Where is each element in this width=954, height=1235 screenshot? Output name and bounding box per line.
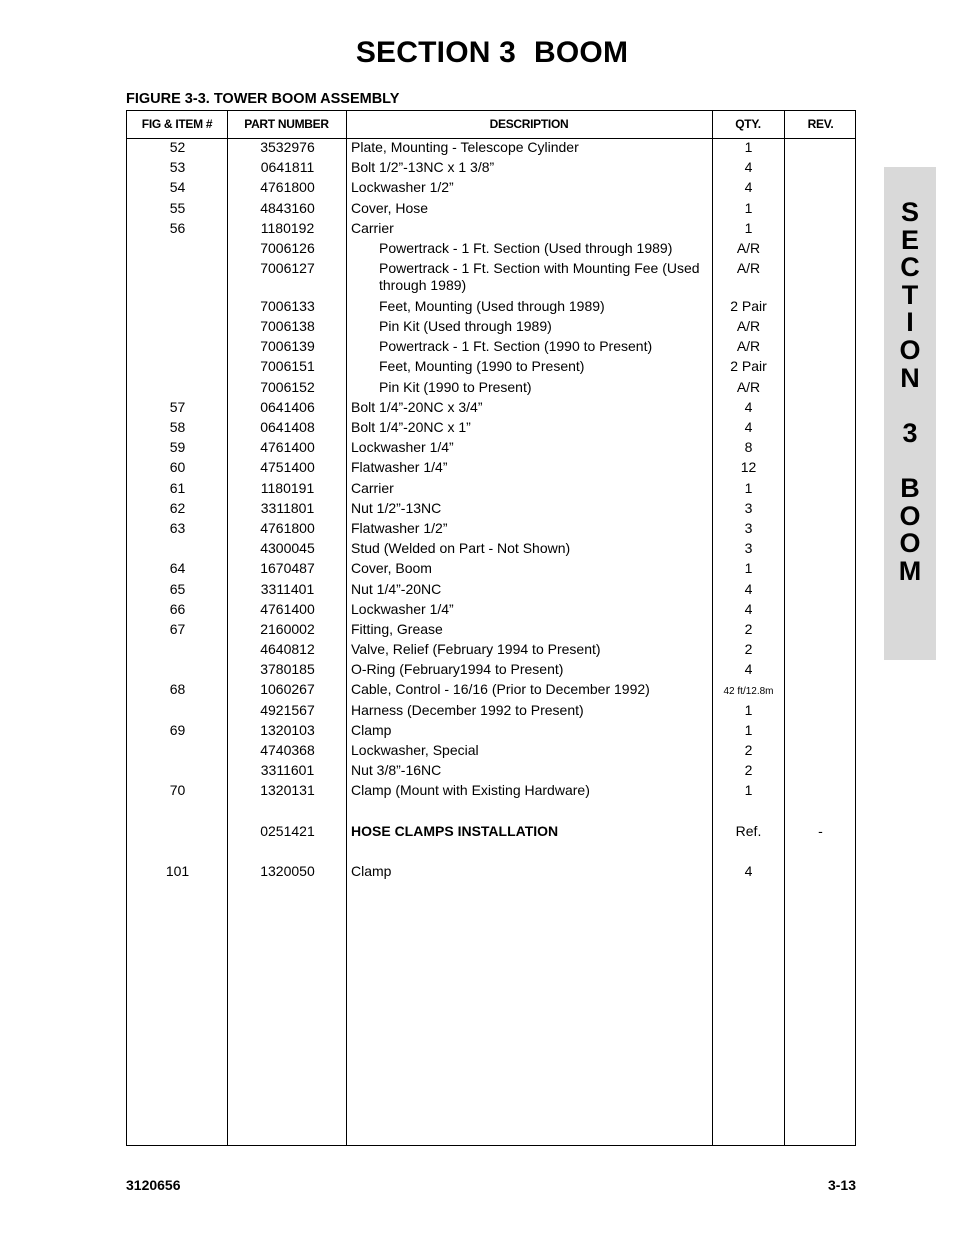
description: Bolt 1/2”-13NC x 1 3/8” [351,159,495,176]
revision [784,357,857,358]
table-spacer-row [127,802,855,822]
side-tab-letter: O [899,334,921,365]
part-number: 0251421 [260,822,315,839]
revision [784,761,857,762]
table-row [127,438,855,458]
table-row [127,357,855,377]
quantity: 1 [744,479,753,496]
description: Powertrack - 1 Ft. Section with Mounting Fee (Used through 1989) [379,260,700,294]
quantity: 8 [744,439,753,456]
fig-item-number: 68 [169,681,186,698]
revision [784,398,857,399]
description: Feet, Mounting (1990 to Present) [379,358,585,375]
fig-item-number: 62 [169,499,186,516]
table-row [127,479,855,499]
quantity: 3 [744,499,753,516]
description: Bolt 1/4”-20NC x 1” [351,419,471,436]
table-row [127,680,855,700]
revision [784,378,857,379]
table-row [127,178,855,198]
revision [784,660,857,661]
part-number: 4640812 [260,641,315,658]
table-row [127,519,855,539]
part-number: 4740368 [260,742,315,759]
part-number: 4761400 [260,439,315,456]
fig-item-number: 69 [169,721,186,738]
table-row [127,199,855,219]
part-number: 4843160 [260,199,315,216]
quantity: 4 [744,580,753,597]
quantity: 4 [744,863,753,880]
description: Fitting, Grease [351,620,443,637]
table-row [127,398,855,418]
fig-item-number: 67 [169,620,186,637]
side-tab-letter: O [899,500,921,531]
table-row [127,580,855,600]
fig-item-number [127,741,228,742]
quantity: 1 [744,701,753,718]
part-number: 4761400 [260,600,315,617]
quantity: 4 [744,661,753,678]
table-row [127,378,855,398]
fig-item-number: 60 [169,459,186,476]
description: Flatwasher 1/2” [351,519,448,536]
revision [784,580,857,581]
quantity: A/R [736,338,761,355]
page-title [0,36,954,70]
revision [784,219,857,220]
fig-item-number: 53 [169,159,186,176]
fig-item-number: 63 [169,519,186,536]
fig-item-number [127,640,228,641]
description: Powertrack - 1 Ft. Section (1990 to Present) [379,338,653,355]
fig-item-number [127,259,228,260]
description: Nut 3/8”-16NC [351,762,442,779]
description: Lockwasher 1/4” [351,439,454,456]
quantity: 2 [744,762,753,779]
revision [784,259,857,260]
revision [784,158,857,159]
part-number: 4300045 [260,540,315,557]
description: Plate, Mounting - Telescope Cylinder [351,139,579,155]
description: Clamp [351,863,392,880]
fig-item-number: 66 [169,600,186,617]
quantity: 42 ft/12.8m [723,686,774,698]
fig-item-number: 56 [169,219,186,236]
table-row [127,219,855,239]
side-tab-letter: 3 [902,417,918,448]
table-row [127,559,855,579]
section-label: SECTION 3 [355,36,517,69]
revision [784,199,857,200]
description: Nut 1/2”-13NC [351,499,442,516]
part-number: 3780185 [260,661,315,678]
description: Valve, Relief (February 1994 to Present) [351,641,601,658]
description: Pin Kit (Used through 1989) [379,318,552,335]
description: Clamp [351,721,392,738]
side-tab-letter [884,392,936,420]
footer-doc-number: 3120656 [126,1177,181,1193]
quantity: 4 [744,159,753,176]
part-number: 4921567 [260,701,315,718]
part-number: 0641811 [260,159,315,176]
part-number: 3311401 [260,580,315,597]
quantity: 3 [744,540,753,557]
description: HOSE CLAMPS INSTALLATION [351,822,559,839]
revision [784,337,857,338]
revision [784,620,857,621]
part-number: 7006126 [260,239,315,256]
description: Feet, Mounting (Used through 1989) [379,297,605,314]
quantity: A/R [736,318,761,335]
description: Clamp (Mount with Existing Hardware) [351,782,590,799]
revision [784,438,857,439]
fig-item-number [127,357,228,358]
quantity: 4 [744,179,753,196]
side-tab-letter: T [901,279,919,310]
fig-item-number [127,822,228,823]
table-row [127,822,855,842]
revision [784,862,857,863]
quantity: 2 Pair [730,297,767,314]
fig-item-number: 57 [169,398,186,415]
fig-item-number [127,239,228,240]
fig-item-number: 59 [169,439,186,456]
part-number: 7006151 [260,358,315,375]
side-tab-letter: S [900,197,919,227]
description: Pin Kit (1990 to Present) [379,378,532,395]
col-header-part-number: PART NUMBER [244,117,329,131]
part-number: 1320050 [260,863,315,880]
table-spacer-row [127,842,855,862]
revision [784,317,857,318]
part-number: 7006152 [260,378,315,395]
quantity: 2 [744,641,753,658]
side-tab-letter: I [906,307,914,338]
revision [784,701,857,702]
col-header-fig-item: FIG & ITEM # [141,117,213,131]
quantity: 1 [744,219,753,236]
description: Carrier [351,479,394,496]
table-row [127,741,855,761]
revision [784,297,857,298]
table-row [127,259,855,297]
fig-item-number: 55 [169,199,186,216]
part-number: 1670487 [260,560,315,577]
part-number: 1180192 [260,219,315,236]
side-tab-letter: M [898,555,922,586]
fig-item-number: 65 [169,580,186,597]
revision [784,640,857,641]
fig-item-number: 58 [169,419,186,436]
col-header-description: DESCRIPTION [489,117,569,131]
table-row [127,539,855,559]
description: Bolt 1/4”-20NC x 3/4” [351,398,483,415]
parts-table [126,110,856,1146]
revision [784,178,857,179]
fig-item-number: 61 [169,479,186,496]
side-tab-letter: B [900,472,920,503]
table-row [127,337,855,357]
fig-item-number: 101 [165,863,190,880]
revision [784,781,857,782]
side-tab-letter: C [900,252,920,283]
quantity: 3 [744,519,753,536]
part-number: 3311601 [260,762,315,779]
description: O-Ring (February1994 to Present) [351,661,564,678]
quantity: 1 [744,560,753,577]
description: Lockwasher 1/4” [351,600,454,617]
side-tab-letter: N [900,362,920,393]
figure-title: FIGURE 3-3. TOWER BOOM ASSEMBLY [126,91,400,107]
revision [784,741,857,742]
table-row [127,721,855,741]
table-row [127,862,855,882]
table-row [127,317,855,337]
fig-item-number [127,660,228,661]
fig-item-number: 54 [169,179,186,196]
footer-page-number: 3-13 [827,1177,856,1193]
revision [784,559,857,560]
revision [784,721,857,722]
table-row [127,701,855,721]
description: Lockwasher, Special [351,742,479,759]
quantity: 4 [744,419,753,436]
table-row [127,138,855,158]
revision [784,539,857,540]
fig-item-number [127,761,228,762]
revision: - [818,822,823,839]
quantity: 4 [744,600,753,617]
fig-item-number [127,297,228,298]
table-body [127,138,855,882]
table-row [127,781,855,801]
revision [784,680,857,681]
table-row [127,418,855,438]
part-number: 4761800 [260,179,315,196]
revision [784,479,857,480]
table-row [127,620,855,640]
quantity: A/R [736,260,761,277]
part-number: 7006138 [260,318,315,335]
table-row [127,640,855,660]
revision [784,519,857,520]
description: Cable, Control - 16/16 (Prior to December 1992) [351,681,650,698]
fig-item-number: 52 [169,139,186,155]
side-tab-letter: E [900,224,919,255]
quantity: 12 [740,459,757,476]
revision [784,600,857,601]
fig-item-number [127,337,228,338]
part-number: 1320103 [260,721,315,738]
side-tab-text [884,199,936,585]
quantity: 2 Pair [730,358,767,375]
revision [784,458,857,459]
fig-item-number [127,539,228,540]
col-header-rev: REV. [807,117,834,131]
fig-item-number [127,317,228,318]
description: Powertrack - 1 Ft. Section (Used through 1989) [379,239,673,256]
description: Nut 1/4”-20NC [351,580,442,597]
table-row [127,761,855,781]
part-number: 7006139 [260,338,315,355]
revision [784,239,857,240]
fig-item-number [127,701,228,702]
section-name: BOOM [534,36,629,69]
side-tab-letter: O [899,528,921,559]
part-number: 1180191 [260,479,315,496]
col-header-qty: QTY. [735,117,761,131]
quantity: 2 [744,620,753,637]
fig-item-number [127,378,228,379]
part-number: 2160002 [260,620,315,637]
part-number: 0641406 [260,398,315,415]
fig-item-number: 70 [169,782,186,799]
part-number: 3311801 [260,499,315,516]
part-number: 0641408 [260,419,315,436]
section-side-tab [884,167,936,660]
quantity: 1 [744,139,753,155]
quantity: A/R [736,378,761,395]
description: Lockwasher 1/2” [351,179,454,196]
revision [784,418,857,419]
description: Harness (December 1992 to Present) [351,701,584,718]
description: Cover, Hose [351,199,429,216]
part-number: 7006127 [260,260,315,277]
table-row [127,458,855,478]
quantity: Ref. [735,822,762,839]
description: Flatwasher 1/4” [351,459,448,476]
part-number: 4751400 [260,459,315,476]
description: Stud (Welded on Part - Not Shown) [351,540,571,557]
revision [784,499,857,500]
quantity: 1 [744,199,753,216]
table-row [127,297,855,317]
table-row [127,499,855,519]
part-number: 1320131 [260,782,315,799]
fig-item-number: 64 [169,560,186,577]
side-tab-letter [884,447,936,475]
table-row [127,600,855,620]
revision [784,138,857,139]
quantity: 4 [744,398,753,415]
part-number: 7006133 [260,297,315,314]
part-number: 3532976 [260,139,315,155]
description: Cover, Boom [351,560,432,577]
quantity: 1 [744,782,753,799]
table-row [127,660,855,680]
table-row [127,239,855,259]
description: Carrier [351,219,394,236]
quantity: A/R [736,239,761,256]
quantity: 2 [744,742,753,759]
part-number: 1060267 [260,681,315,698]
part-number: 4761800 [260,519,315,536]
quantity: 1 [744,721,753,738]
table-row [127,158,855,178]
